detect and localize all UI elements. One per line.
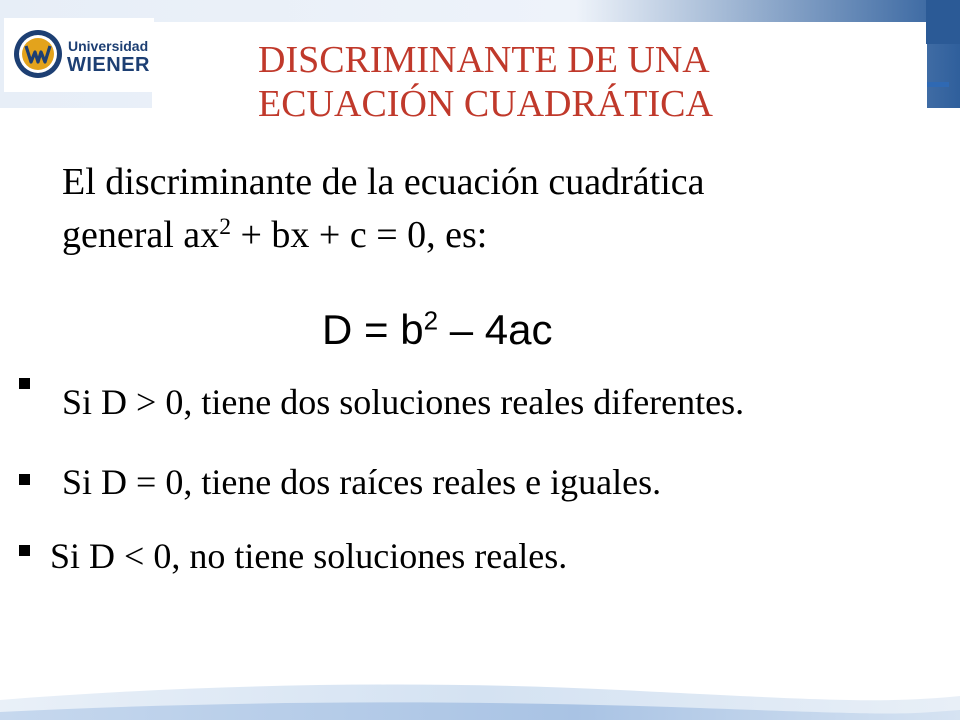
bullet-item-3: Si D < 0, no tiene soluciones reales.: [50, 536, 568, 576]
intro-equation-start: general ax: [62, 214, 220, 256]
logo-text-universidad: Universidad: [68, 38, 149, 54]
slide-title-line-2: ECUACIÓN CUADRÁTICA: [258, 83, 713, 125]
university-emblem-icon: [12, 28, 64, 80]
intro-equation-end: + bx + c = 0, es:: [230, 214, 488, 256]
footer-wave: [0, 670, 960, 720]
logo-text-wiener: WIENER: [67, 54, 150, 76]
intro-line-2: [62, 209, 942, 262]
accent-bar: [927, 82, 949, 87]
header-corner-block: [926, 0, 960, 44]
intro-paragraph: [62, 156, 942, 262]
formula-exponent: 2: [423, 305, 439, 336]
formula-end: – 4ac: [438, 306, 553, 353]
bullet-item-1: Si D > 0, tiene dos soluciones reales diferentes.: [62, 382, 745, 422]
university-logo: [4, 18, 154, 92]
slide-title-line-1: DISCRIMINANTE DE UNA: [258, 39, 710, 81]
bullet-marker-1: [19, 378, 30, 389]
bullet-marker-3: [19, 545, 30, 556]
intro-exponent: 2: [219, 214, 231, 241]
discriminant-formula: [322, 306, 552, 354]
formula-start: D = b: [322, 306, 424, 353]
bullet-item-2: Si D = 0, tiene dos raíces reales e iguales.: [62, 462, 662, 502]
slide-title: [258, 38, 898, 126]
bullet-marker-2: [19, 474, 30, 485]
intro-line-1: El discriminante de la ecuación cuadrática: [62, 161, 705, 203]
